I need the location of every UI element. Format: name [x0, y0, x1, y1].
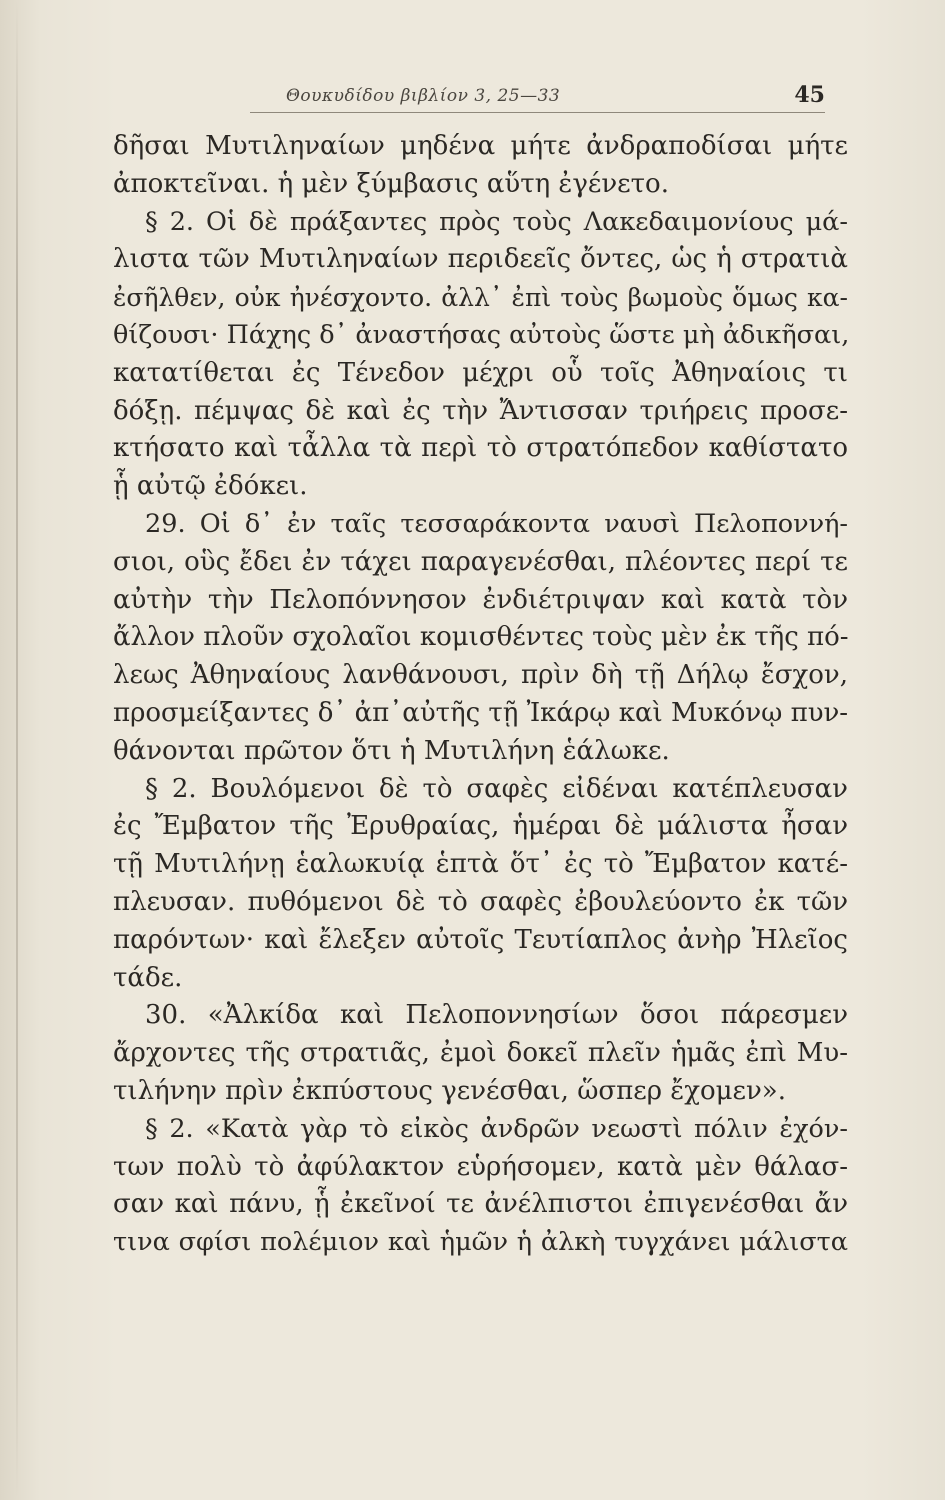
header-rule — [250, 112, 825, 113]
chapter-start-line: 29. Οἱ δ᾽ ἐν ταῖς τεσσαράκοντα ναυσὶ Πελοποννή- — [145, 508, 848, 539]
text-line: προσμείξαντες δ᾽ ἀπ᾽αὐτῆς τῇ Ἰκάρῳ καὶ Μυκόνῳ πυν- — [113, 697, 849, 728]
chapter-start-line: 30. «Ἀλκίδα καὶ Πελοποννησίων ὅσοι πάρεσμεν — [145, 1000, 848, 1031]
text-line: κτήσατο καὶ τἆλλα τὰ περὶ τὸ στρατόπεδον καθίστατο — [113, 433, 848, 464]
page-header — [250, 82, 825, 112]
text-line: ᾗ αὐτῷ ἐδόκει. — [113, 471, 308, 502]
text-line: τινα σφίσι πολέμιον καὶ ἡμῶν ἡ ἀλκὴ τυγχάνει μάλιστα — [113, 1227, 848, 1258]
section-mark-line: § 2. «Κατὰ γὰρ τὸ εἰκὸς ἀνδρῶν νεωστὶ πόλιν ἐχόν- — [145, 1113, 848, 1144]
text-line: τῇ Μυτιλήνῃ ἑαλωκυίᾳ ἑπτὰ ὅτ᾽ ἐς τὸ Ἔμβατον κατέ- — [113, 849, 848, 880]
text-line: θάνονται πρῶτον ὅτι ἡ Μυτιλήνη ἑάλωκε. — [113, 735, 670, 766]
text-line: παρόντων· καὶ ἔλεξεν αὐτοῖς Τευτίαπλος ἀνὴρ Ἠλεῖος — [113, 924, 848, 955]
text-line: των πολὺ τὸ ἀφύλακτον εὑρήσομεν, κατὰ μὲν θάλασ- — [113, 1151, 848, 1182]
binding-gutter — [16, 0, 18, 1500]
page-number: 45 — [794, 82, 825, 108]
text-line: ἐσῆλθεν, οὐκ ἠνέσχοντο. ἀλλ᾽ ἐπὶ τοὺς βωμοὺς ὅμως κα- — [113, 283, 848, 313]
text-line: δόξῃ. πέμψας δὲ καὶ ἐς τὴν Ἄντισσαν τριήρεις προσε- — [113, 395, 848, 426]
text-line: τιλήνην πρὶν ἐκπύστους γενέσθαι, ὥσπερ ἔχομεν». — [113, 1075, 786, 1106]
text-line: αὐτὴν τὴν Πελοπόννησον ἐνδιέτριψαν καὶ κατὰ τὸν — [113, 584, 848, 615]
section-mark-line: § 2. Οἱ δὲ πράξαντες πρὸς τοὺς Λακεδαιμονίους μά- — [145, 206, 848, 237]
text-line: σιοι, οὓς ἔδει ἐν τάχει παραγενέσθαι, πλέοντες περί τε — [113, 546, 848, 577]
text-line: κατατίθεται ἐς Τένεδον μέχρι οὗ τοῖς Ἀθηναίοις τι — [113, 357, 848, 388]
running-title: Θουκυδίδου βιβλίον 3, 25—33 — [286, 86, 561, 106]
text-line: λεως Ἀθηναίους λανθάνουσι, πρὶν δὴ τῇ Δήλῳ ἔσχον, — [113, 660, 848, 691]
text-line: τάδε. — [113, 962, 183, 993]
text-line: λιστα τῶν Μυτιληναίων περιδεεῖς ὄντες, ὡς ἡ στρατιὰ — [113, 244, 848, 275]
section-mark-line: § 2. Βουλόμενοι δὲ τὸ σαφὲς εἰδέναι κατέπλευσαν — [145, 773, 848, 804]
text-line: ἀποκτεῖναι. ἡ μὲν ξύμβασις αὕτη ἐγένετο. — [113, 168, 669, 199]
text-line: δῆσαι Μυτιληναίων μηδένα μήτε ἀνδραποδίσαι μήτε — [113, 131, 848, 161]
text-line: ἐς Ἔμβατον τῆς Ἐρυθραίας, ἡμέραι δὲ μάλιστα ἦσαν — [113, 811, 848, 842]
text-line: θίζουσι· Πάχης δ᾽ ἀναστήσας αὐτοὺς ὥστε μὴ ἀδικῆσαι, — [113, 319, 850, 350]
text-line: σαν καὶ πάνυ, ᾗ ἐκεῖνοί τε ἀνέλπιστοι ἐπιγενέσθαι ἄν — [113, 1189, 848, 1220]
text-line: ἄρχοντες τῆς στρατιᾶς, ἐμοὶ δοκεῖ πλεῖν ἡμᾶς ἐπὶ Μυ- — [113, 1038, 848, 1069]
text-line: πλευσαν. πυθόμενοι δὲ τὸ σαφὲς ἐβουλεύοντο ἐκ τῶν — [113, 886, 848, 917]
body-text — [113, 128, 848, 1262]
text-line: ἄλλον πλοῦν σχολαῖοι κομισθέντες τοὺς μὲν ἐκ τῆς πό- — [113, 622, 849, 653]
